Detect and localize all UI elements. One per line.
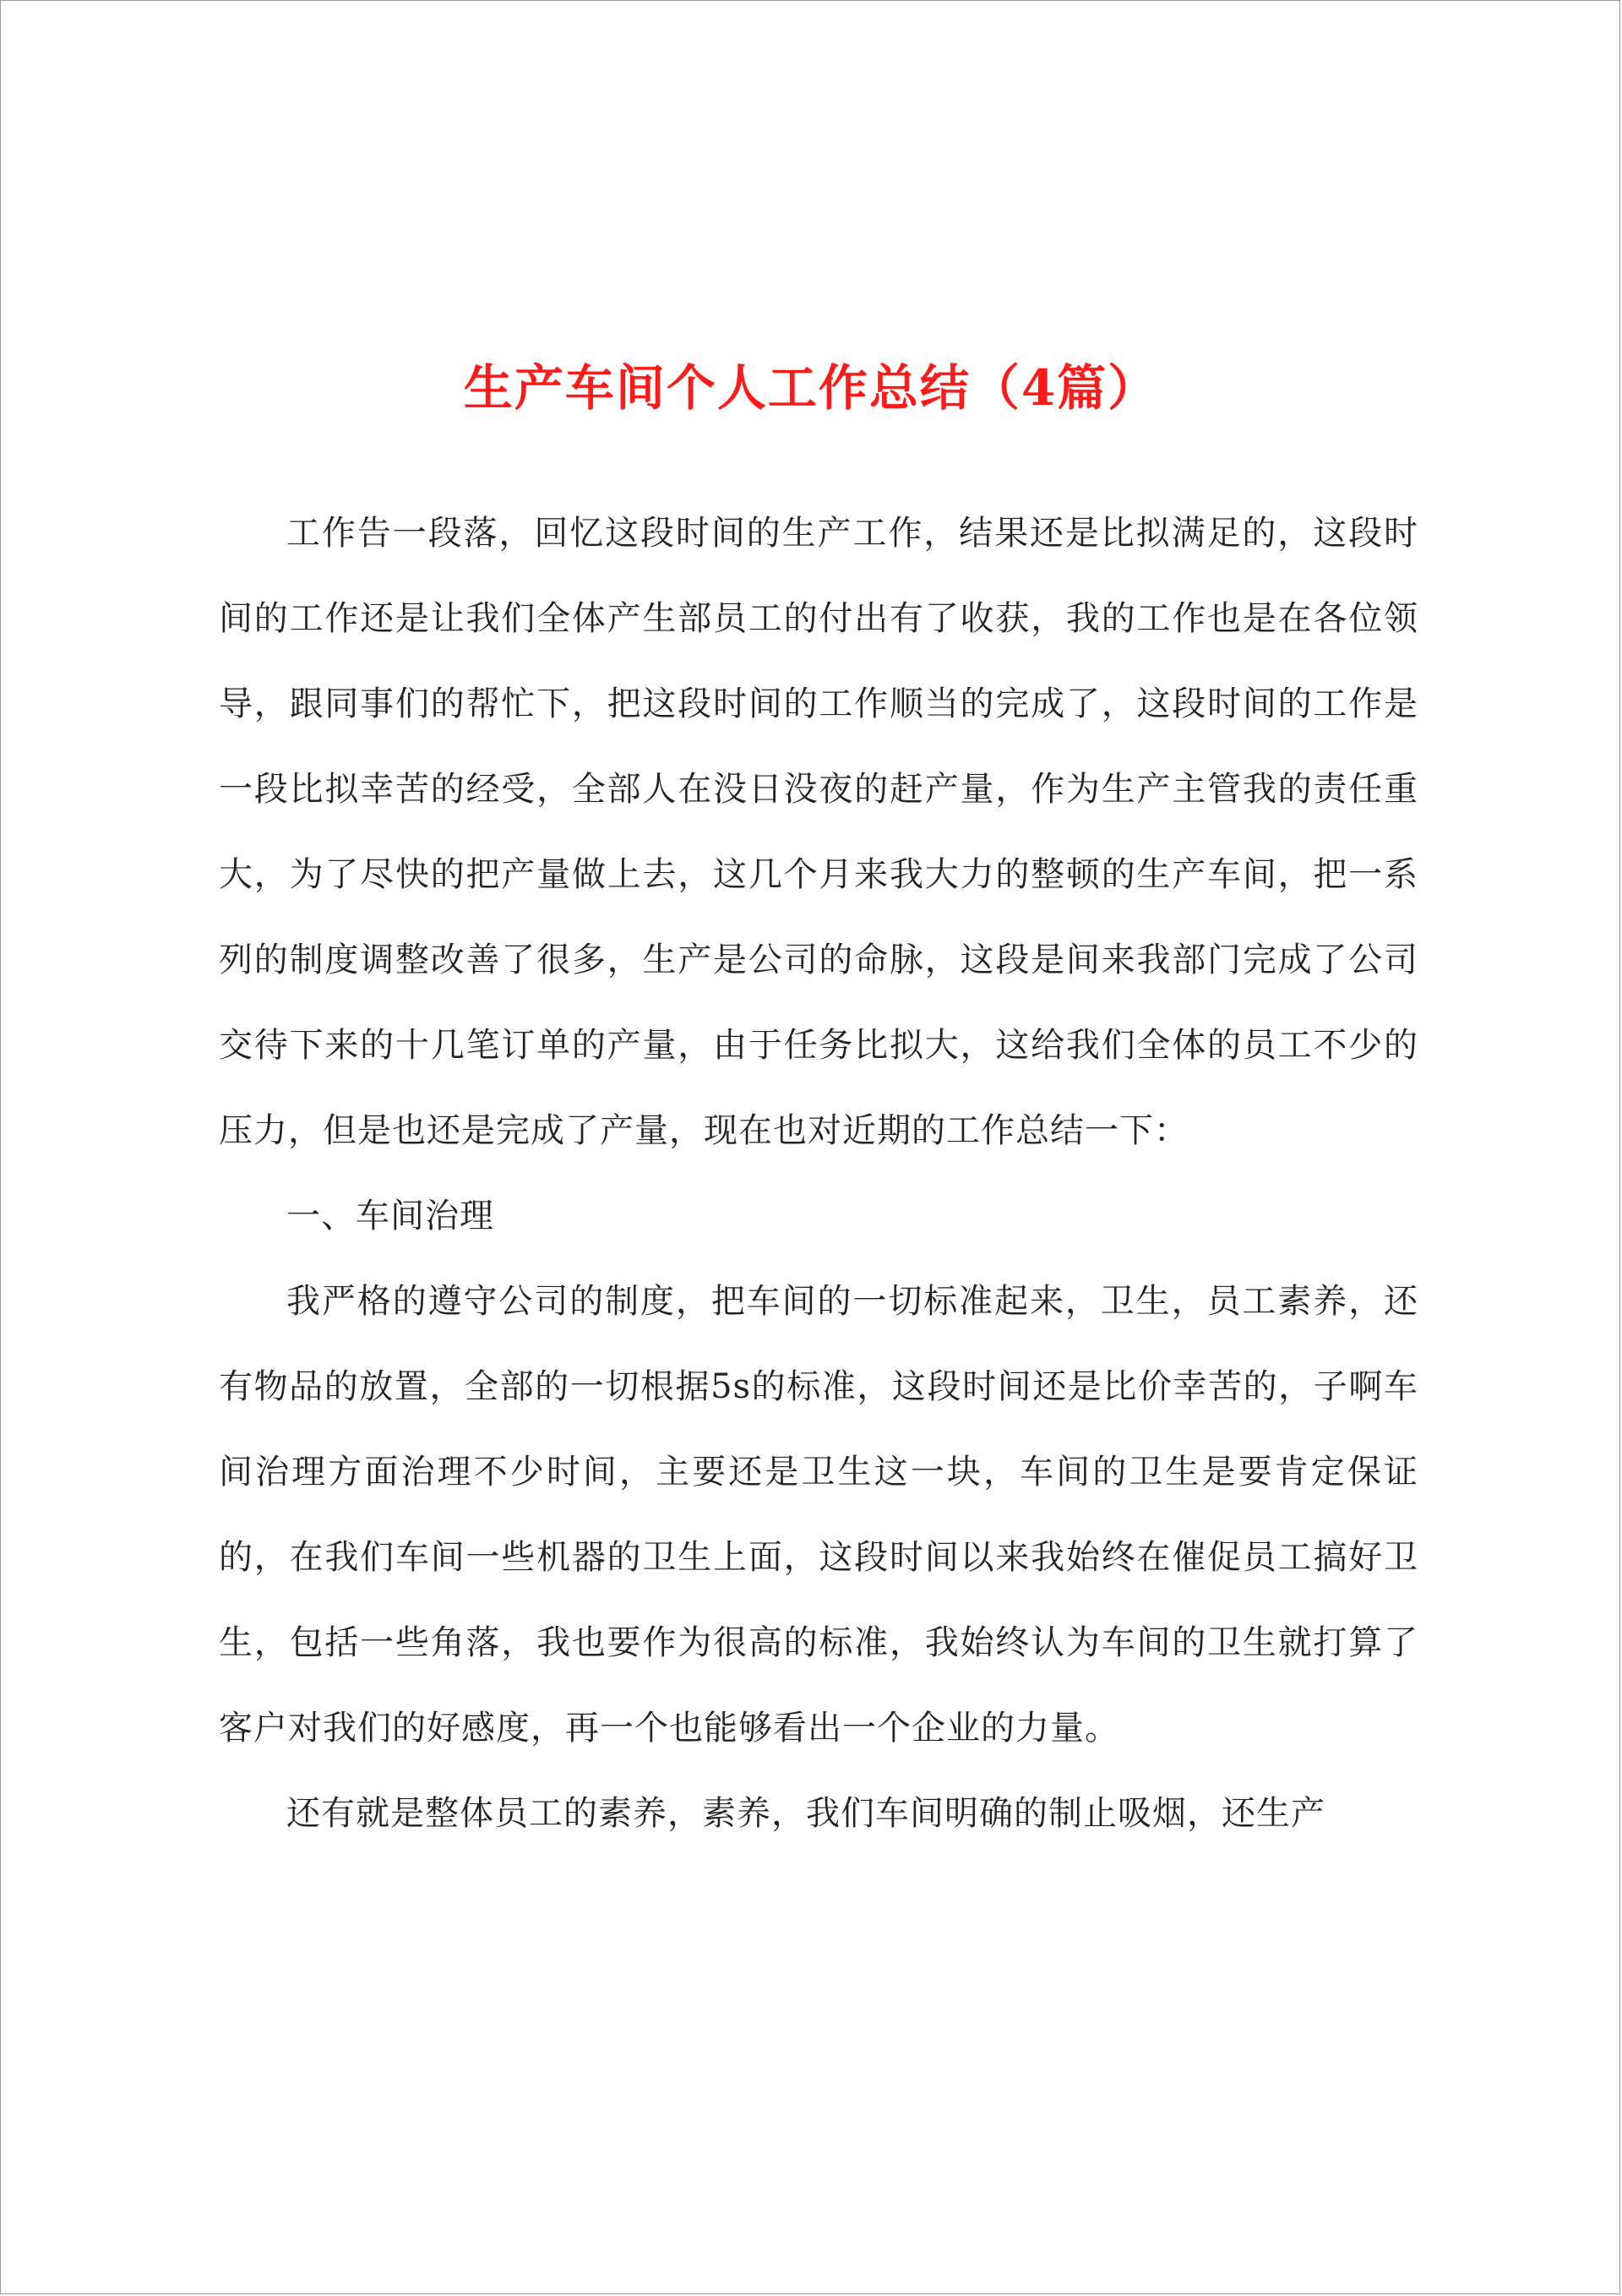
paragraph-staff-quality: 还有就是整体员工的素养，素养，我们车间明确的制止吸烟，还生产 <box>286 1794 1325 1833</box>
paragraph-workshop-management: 我严格的遵守公司的制度，把车间的一切标准起来，卫生，员工素养，还有物品的放置，全部的一切根据5s的标准，这段时间还是比价幸苦的，子啊车间治理方面治理不少时间，主要还是卫生这一块，车间的卫生是要肯定保证的，在我们车间一些机器的卫生上面，这段时间以来我始终在催促员工搞好卫生，包括一些角落，我也要作为很高的标准，我始终认为车间的卫生就打算了客户对我们的好感度，再一个也能够看出一个企业的力量。 <box>219 1282 1418 1748</box>
document-title: 生产车间个人工作总结（4篇） <box>463 359 1159 417</box>
section-heading-workshop-management: 一、车间治理 <box>286 1197 494 1235</box>
paragraph-intro: 工作告一段落，回忆这段时间的生产工作，结果还是比拟满足的，这段时间的工作还是让我们全体产生部员工的付出有了收获，我的工作也是在各位领导，跟同事们的帮忙下，把这段时间的工作顺当的完成了，这段时间的工作是一段比拟幸苦的经受，全部人在没日没夜的赶产量，作为生产主管我的责任重大，为了尽快的把产量做上去，这几个月来我大力的整顿的生产车间，把一系列的制度调整改善了很多，生产是公司的命脉，这段是间来我部门完成了公司交待下来的十几笔订单的产量，由于任务比拟大，这给我们全体的员工不少的压力，但是也还是完成了产量，现在也对近期的工作总结一下： <box>219 514 1418 1150</box>
document-body <box>219 491 1418 1857</box>
